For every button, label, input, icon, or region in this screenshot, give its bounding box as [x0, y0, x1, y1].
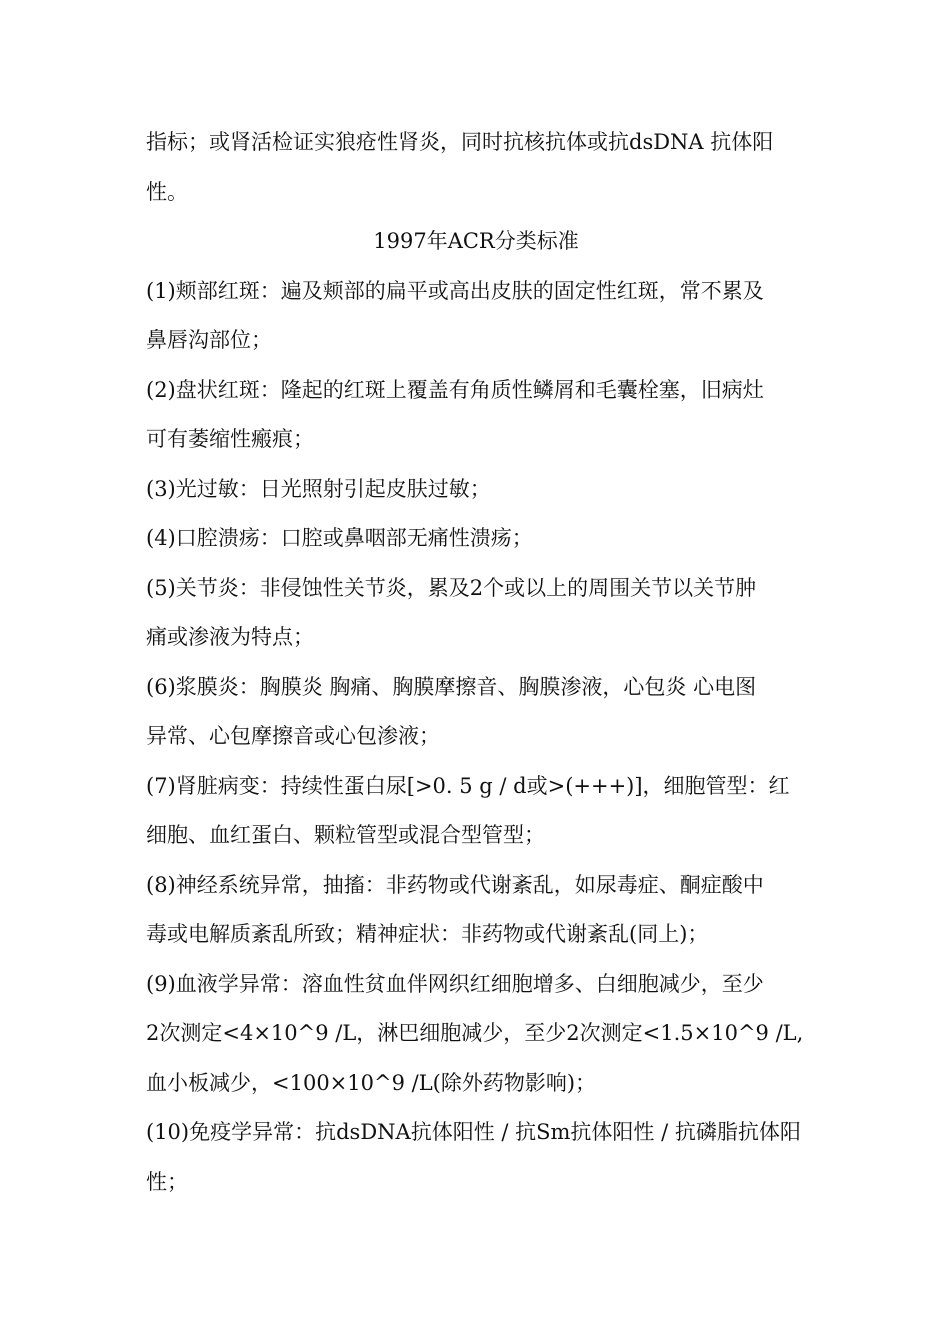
criterion-line: (1)颊部红斑：遍及颊部的扁平或高出皮肤的固定性红斑，常不累及	[146, 278, 764, 303]
text-line: 性。	[146, 179, 188, 204]
criterion-line: 2次测定<4×10^9 /L，淋巴细胞减少，至少2次测定<1.5×10^9 /L,	[146, 1021, 804, 1045]
criterion-line: 细胞、血红蛋白、颗粒管型或混合型管型；	[146, 823, 545, 847]
criterion-line: (10)免疫学异常：抗dsDNA抗体阳性 / 抗Sm抗体阳性 / 抗磷脂抗体阳	[146, 1120, 801, 1144]
criterion-line: 鼻唇沟部位；	[146, 328, 272, 352]
criterion-line: (5)关节炎：非侵蚀性关节炎，累及2个或以上的周围关节以关节肿	[146, 575, 757, 600]
document-body	[146, 118, 806, 1207]
criterion-line: (9)血液学异常：溶血性贫血伴网织红细胞增多、白细胞减少，至少	[146, 971, 764, 996]
criterion-line: 血小板减少，<100×10^9 /L(除外药物影响)；	[146, 1070, 597, 1095]
section-title: 1997年ACR分类标准	[373, 229, 579, 253]
criterion-line: (6)浆膜炎：胸膜炎 胸痛、胸膜摩擦音、胸膜渗液，心包炎 心电图	[146, 674, 757, 699]
text-line: 指标；或肾活检证实狼疮性肾炎，同时抗核抗体或抗dsDNA 抗体阳	[146, 130, 774, 154]
criterion-line: (3)光过敏：日光照射引起皮肤过敏；	[146, 476, 491, 501]
criterion-line: 可有萎缩性瘢痕；	[146, 427, 314, 451]
criterion-line: 异常、心包摩擦音或心包渗液；	[146, 724, 440, 748]
criterion-line: (4)口腔溃疡：口腔或鼻咽部无痛性溃疡；	[146, 526, 533, 550]
criterion-line: (8)神经系统异常，抽搐：非药物或代谢紊乱，如尿毒症、酮症酸中	[146, 872, 764, 897]
criterion-line: 痛或渗液为特点；	[146, 625, 314, 649]
criterion-line: 性；	[146, 1169, 188, 1194]
criterion-line: (2)盘状红斑：隆起的红斑上覆盖有角质性鳞屑和毛囊栓塞，旧病灶	[146, 377, 764, 402]
criterion-line: 毒或电解质紊乱所致；精神症状：非药物或代谢紊乱(同上)；	[146, 922, 709, 946]
criterion-line: (7)肾脏病变：持续性蛋白尿[>0. 5 g / d或>(+++)]，细胞管型：红	[146, 773, 790, 798]
